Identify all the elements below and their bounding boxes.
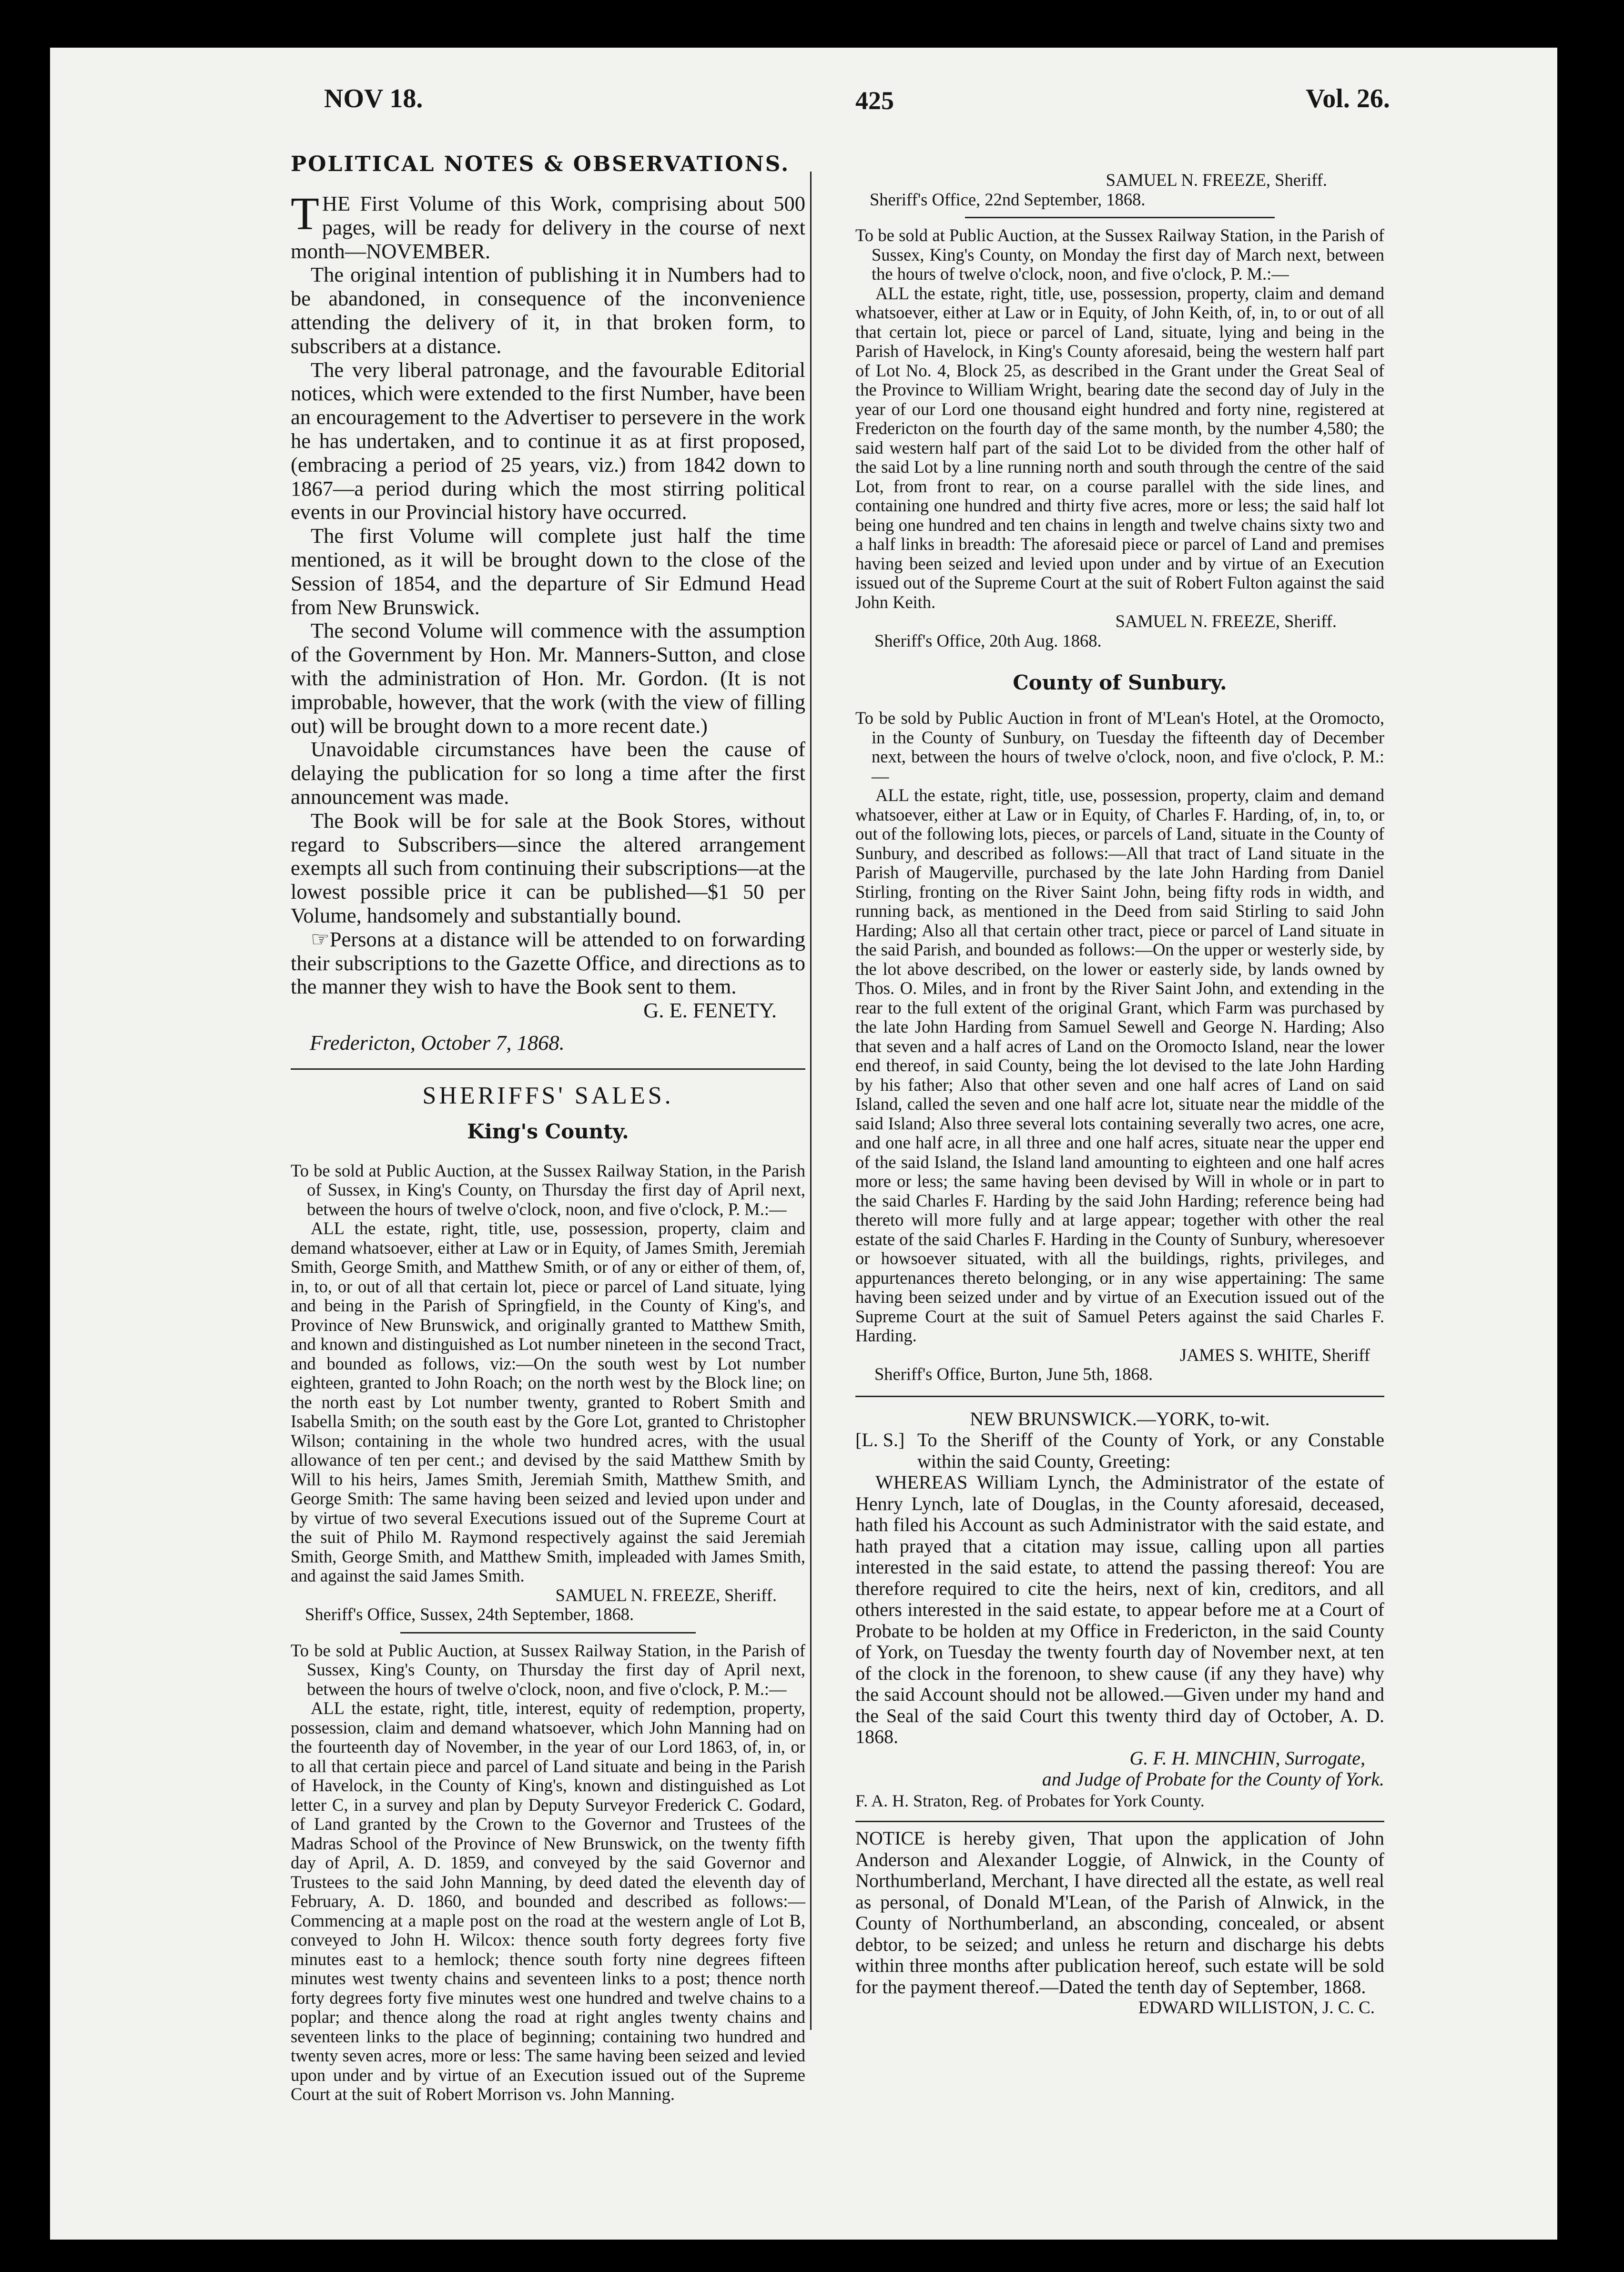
sunbury-county-heading: County of Sunbury. (1013, 671, 1227, 694)
newspaper-page (50, 48, 1557, 2240)
probate-heading: NEW BRUNSWICK.—YORK, to-wit. (970, 1408, 1270, 1430)
sheriff-sale-2: To be sold at Public Auction, at Sussex Railway Station, in the Parish of Sussex, King's County, on Thursday the first day of April next, between the hours of twelve o'clock, noon, and five o'clock, P. M.:— ALL the estate, right, title, interest, equity of redemption, property, possession, claim and demand whatsoever, which John Manning had on the fourteenth day of November, in the year of our Lord 1863, of, in, or to all that certain piece and parcel of Land situate and being in the Parish of Havelock, in the County of King's, known and distinguished as Lot letter C, in a survey and plan by Deputy Surveyor Frederick C. Godard, of Land granted by the Crown to the Governor and Trustees of the Madras School of the Province of New Brunswick, on the twenty fifth day of April, A. D. 1859, and conveyed by the said Governor and Trustees to the said John Manning, by deed dated the eleventh day of February, A. D. 1860, and bounded and described as follows:—Commencing at a maple post on the road at the western angle of Lot B, conveyed to John H. Wilcox: thence south forty degrees forty five minutes east to a hemlock; thence south forty nine degrees fifteen minutes west twenty chains and seventeen links to a post; thence north forty degrees forty five minutes west one hundred and twelve chains to a poplar; and thence along the road at right angles twenty chains and seventeen links to the place of beginning; containing two hundred and twenty seven acres, more or less: The same having been seized and levied upon under and by virtue of an Execution issued out of the Supreme Court at the suit of Robert Morrison vs. John Manning. (291, 1640, 805, 2104)
sheriff-sale-4: To be sold by Public Auction in front of M'Lean's Hotel, at the Oromocto, in the County of Sunbury, on Tuesday the fifteenth day of December next, between the hours of twelve o'clock, noon, and five o'clock, P. M.:— ALL the estate, right, title, use, possession, property, claim and demand whatsoever, either at Law or in Equity, of Charles F. Harding, of, in, to, or out of the following lots, pieces, or parcels of Land, situate in the County of Sunbury, and described as follows:—All that tract of Land situate in the Parish of Maugerville, purchased by the late John Harding from Daniel Stirling, fronting on the River Saint John, being fifty rods in width, and running back, as mentioned in the Deed from said Stirling to said John Harding; Also all that certain other tract, piece or parcel of Land situate in the said Parish, and bounded as follows:—On the upper or westerly side, by the lot above described, on the lower or easterly side, by lands owned by Thos. O. Miles, and in front by the River Saint John, and extending in the rear to the full extent of the original Grant, which Farm was purchased by the late John Harding from Samuel Sewell and George N. Harding; Also that seven and a half acres of Land on the Oromocto Island, near the lower end thereof, in said County, being the lot devised to the late John Harding by his father; Also that other seven and one half acres of Land on said Island, called the seven and one half acre lot, situate near the middle of the said Island; Also three several lots containing severally two acres, one acre, and one half acre, in all three and one half acres, situate near the upper end of the said Island, the Island land amounting to eighteen and one half acres more or less; the same having been devised by Will in whole or in part to the said Charles F. Harding by the said John Harding; reference being had thereto will more fully and at large appear; together with other the real estate of the said Charles F. Harding in the County of Sunbury, wheresoever or howsoever situated, with all the buildings, rights, privileges, and appurtenances thereto belonging, or in any wise appertaining: The same having been seized under and by virtue of an Execution issued out of the Supreme Court at the suit of Samuel Peters against the said Charles F. Harding. JAMES S. WHITE, Sheriff Sheriff's Office, Burton, June 5th, 1868. (855, 708, 1384, 1384)
drop-cap: T (291, 188, 319, 240)
seal-mark: [L. S.] (855, 1429, 905, 1450)
sheriff-sale-3: To be sold at Public Auction, at the Sussex Railway Station, in the Parish of Sussex, King's County, on Monday the first day of March next, between the hours of twelve o'clock, noon, and five o'clock, P. M.:— ALL the estate, right, title, use, possession, property, claim and demand whatsoever, either at Law or in Equity, of John Keith, of, in, to or out of all that certain lot, piece or parcel of Land, situate, lying and being in the Parish of Havelock, in King's County aforesaid, being the western half part of Lot No. 4, Block 25, as described in the Grant under the Great Seal of the Province to William Wright, bearing date the second day of July in the year of our Lord one thousand eight hundred and forty nine, registered at Fredericton on the fourth day of the same month, by the number 4,580; the said western half part of the said Lot to be divided from the other half of the said Lot by a line running north and south through the centre of the said Lot, from front to rear, on a course parallel with the side lines, and containing one hundred and thirty five acres, more or less; the said half lot being one hundred and ten chains in length and twelve chains sixty two and a half links in breadth: The aforesaid piece or parcel of Land and premises having been seized and levied upon under and by virtue of an Execution issued out of the Supreme Court at the suit of Robert Fulton against the said John Keith. SAMUEL N. FREEZE, Sheriff. Sheriff's Office, 20th Aug. 1868. (855, 225, 1384, 650)
sheriff-sale-1: To be sold at Public Auction, at the Sussex Railway Station, in the Parish of Sussex, in King's County, on Thursday the first day of April next, between the hours of twelve o'clock, noon, and five o'clock, P. M.:— ALL the estate, right, title, use, possession, property, claim and demand whatsoever, either at Law or in Equity, of James Smith, Jeremiah Smith, George Smith, and Matthew Smith, or of any or either of them, of, in, to, or out of all that certain lot, piece or parcel of Land situate, lying and being in the Parish of Springfield, in the County of King's, and Province of New Brunswick, and originally granted to Matthew Smith, and known and distinguished as Lot number nineteen in the second Tract, and bounded as follows, viz:—On the south west by Lot number eighteen, granted to John Roach; on the north west by the Block line; on the north east by Lot number twenty, granted to Robert Smith and Isabella Smith; on the south east by the Gore Lot, granted to Christopher Wilson; containing in the whole two hundred acres, with the usual allowance of ten per cent.; and devised by the said Matthew Smith by Will to his heirs, James Smith, Jeremiah Smith, Matthew Smith, and George Smith: The same having been seized and levied upon under and by virtue of two several Executions issued out of the Supreme Court at the suit of Philo M. Raymond respectively against the said Jeremiah Smith, George Smith, and Matthew Smith, impleaded with James Smith, and against the said James Smith. SAMUEL N. FREEZE, Sheriff. Sheriff's Office, Sussex, 24th September, 1868. (291, 1160, 805, 1624)
issue-date: NOV 18. (324, 84, 423, 113)
page-number: 425 (855, 86, 894, 115)
political-notes-heading: POLITICAL NOTES & OBSERVATIONS. (291, 152, 790, 176)
right-column: SAMUEL N. FREEZE, Sheriff. Sheriff's Office, 22nd September, 1868. To be sold at Public Auction, at the Sussex Railway Station, in the Parish of Sussex, King's County, on Monday the first day of March next, between the hours of twelve o'clock, noon, and five o'clock, P. M.:— ALL the estate, right, title, use, possession, property, claim and demand whatsoever, either at Law or in Equity, of John Keith, of, in, to or out of all that certain lot, piece or parcel of Land, situate, lying and being in the Parish of Havelock, in King's County aforesaid, being the western half part of Lot No. 4, Block 25, as described in the Grant under the Great Seal of the Province to William Wright, bearing date the second day of July in the year of our Lord one thousand eight hundred and forty nine, registered at Fredericton on the fourth day of the same month, by the number 4,580; the said western half part of the said Lot to be divided from the other half of the said Lot by a line running north and south through the centre of the said Lot, from front to rear, on a course parallel with the side lines, and containing one hundred and thirty five acres, more or less; the said half lot being one hundred and ten chains in length and twelve chains sixty two and a half links in breadth: The aforesaid piece or parcel of Land and premises having been seized and levied upon under and by virtue of an Execution issued out of the Supreme Court at the suit of Robert Fulton against the said John Keith. SAMUEL N. FREEZE, Sheriff. Sheriff's Office, 20th Aug. 1868. County of Sunbury. To be sold by Public Auction in front of M'Lean's Hotel, at the Oromocto, in the County of Sunbury, on Tuesday the fifteenth day of December next, between the hours of twelve o'clock, noon, and five o'clock, P. M.:— ALL the estate, right, title, use, possession, property, claim and demand whatsoever, either at Law or in Equity, of Charles F. Harding, of, in, to, or out of the following lots, pieces, or parcels of Land, situate in the County of Sunbury, and described as follows:—All that tract of Land situate in the Parish of Maugerville, purchased by the late John Harding from Daniel Stirling, fronting on the River Saint John, being fifty rods in width, and running back, as mentioned in the Deed from said Stirling to said John Harding; Also all that certain other tract, piece or parcel of Land situate in the said Parish, and bounded as follows:—On the upper or westerly side, by the lot above described, on the lower or easterly side, by lands owned by Thos. O. Miles, and in front by the River Saint John, and extending in the rear to the full extent of the original Grant, which Farm was purchased by the late John Harding from Samuel Sewell and George N. Harding; Also that seven and a half acres of Land on the Oromocto Island, near the lower end thereof, in said County, being the lot devised to the late John Harding by his father; Also that other seven and one half acres of Land on said Island, called the seven and one half acre lot, situate near the middle of the said Island; Also three several lots containing severally two acres, one acre, and one half acre, in all three and one half acres, situate near the upper end of the said Island, the Island land amounting to eighteen and one half acres more or less; the same having been devised by Will in whole or in part to the said Charles F. Harding by the said John Harding; reference being had thereto will more fully and at large appear; together with other the real estate of the said Charles F. Harding in the County of Sunbury, wheresoever or howsoever situated, with all the buildings, rights, privileges, and appurtenances thereto belonging, or in any wise appertaining: The same having been seized under and by virtue of an Execution issued out of the Supreme Court at the suit of Samuel Peters against the said Charles F. Harding. JAMES S. WHITE, Sheriff Sheriff's Office, Burton, June 5th, 1868. NEW BRUNSWICK.—YORK, to-wit. [L. S.] To the Sheriff of the County of York, or any Constable within the said County, Greeting: WHEREAS William Lynch, the Administrator of the estate of Henry Lynch, late of Douglas, in the County aforesaid, deceased, hath filed his Account as such Administrator with the said estate, and hath prayed that a citation may issue, calling upon all parties interested in the said estate, to attend the passing thereof: You are therefore required to cite the heirs, next of kin, creditors, and all others interested in the said estate, to appear before me at a Court of Probate to be holden at my Office in Fredericton, in the said County of York, on Tuesday the twenty fourth day of November next, at ten of the clock in the forenoon, to shew cause (if any they have) why the said Account should not be allowed.—Given under my hand and the Seal of the said Court this twenty third day of October, A. D. 1868. G. F. H. MINCHIN, Surrogate, and Judge of Probate for the County of York. F. A. H. Straton, Reg. of Probates for York County. NOTICE is hereby given, That upon the application of John Anderson and Alexander Loggie, of Alnwick, in the County of Northumberland, Merchant, I have directed all the estate, as well real as personal, of Donald M'Lean, of the Parish of Alnwick, in the County of Northumberland, an absconding, concealed, or absent debtor, to be seized; and unless he return and discharge his debts within three months after publication hereof, such estate will be sold for the payment thereof.—Dated the tenth day of September, 1868. EDWARD WILLISTON, J. C. C. (855, 171, 1384, 2019)
political-notes-article: THE First Volume of this Work, comprising about 500 pages, will be ready for delivery in the course of next month—NOVEMBER. The original intention of publishing it in Numbers had to be abandoned, in consequence of the inconvenience attending the delivery of it, in that broken form, to subscribers at a distance. The very liberal patronage, and the favourable Editorial notices, which were extended to the first Number, have been an encouragement to the Advertiser to persevere in the work he has undertaken, and to continue it as at first proposed, (embracing a period of 25 years, viz.) from 1842 down to 1867—a period during which the most stirring political events in our Provincial history have occurred. The first Volume will complete just half the time mentioned, as it will be brought down to the close of the Session of 1854, and the departure of Sir Edmund Head from New Brunswick. The second Volume will commence with the assumption of the Government by Hon. Mr. Manners-Sutton, and close with the administration of Hon. Mr. Gordon. (It is not improbable, however, that the work (with the view of filling out) will be brought down to a more recent date.) Unavoidable circumstances have been the cause of delaying the publication for so long a time after the first announcement was made. The Book will be for sale at the Book Stores, without regard to Subscribers—since the altered arrangement exempts all such from continuing their subscriptions—at the lowest possible price it can be published—$1 50 per Volume, handsomely and substantially bound. ☞Persons at a distance will be attended to on forwarding their subscriptions to the Gazette Office, and directions as to the manner they wish to have the Book sent to them. G. E. FENETY. Fredericton, October 7, 1868. (291, 188, 805, 1055)
column-divider (810, 172, 812, 2030)
political-dateline: Fredericton, October 7, 1868. (310, 1030, 565, 1055)
volume-number: Vol. 26. (1306, 84, 1390, 113)
left-column (291, 150, 805, 2104)
kings-county-heading: King's County. (467, 1119, 629, 1143)
political-signature: G. E. FENETY. (643, 998, 777, 1023)
absconding-debtor-notice: NOTICE is hereby given, That upon the application of John Anderson and Alexander Loggie, of Alnwick, in the County of Northumberland, Merchant, I have directed all the estate, as well real as personal, of Donald M'Lean, of the Parish of Alnwick, in the County of Northumberland, an absconding, concealed, or absent debtor, to be seized; and unless he return and discharge his debts within three months after publication hereof, such estate will be sold for the payment thereof.—Dated the tenth day of September, 1868. EDWARD WILLISTON, J. C. C. (855, 1827, 1384, 2018)
pointing-hand-icon: ☞ (311, 927, 330, 951)
probate-citation: NEW BRUNSWICK.—YORK, to-wit. [L. S.] To the Sheriff of the County of York, or any Constable within the said County, Greeting: WHEREAS William Lynch, the Administrator of the estate of Henry Lynch, late of Douglas, in the County aforesaid, deceased, hath filed his Account as such Administrator with the said estate, and hath prayed that a citation may issue, calling upon all parties interested in the said estate, to attend the passing thereof: You are therefore required to cite the heirs, next of kin, creditors, and all others interested in the said estate, to appear before me at a Court of Probate to be holden at my Office in Fredericton, in the said County of York, on Tuesday the twenty fourth day of November next, at ten of the clock in the forenoon, to shew cause (if any they have) why the said Account should not be allowed.—Given under my hand and the Seal of the said Court this twenty third day of October, A. D. 1868. G. F. H. MINCHIN, Surrogate, and Judge of Probate for the County of York. F. A. H. Straton, Reg. of Probates for York County. (855, 1408, 1384, 1810)
sheriffs-sales-heading: SHERIFFS' SALES. (422, 1082, 674, 1109)
